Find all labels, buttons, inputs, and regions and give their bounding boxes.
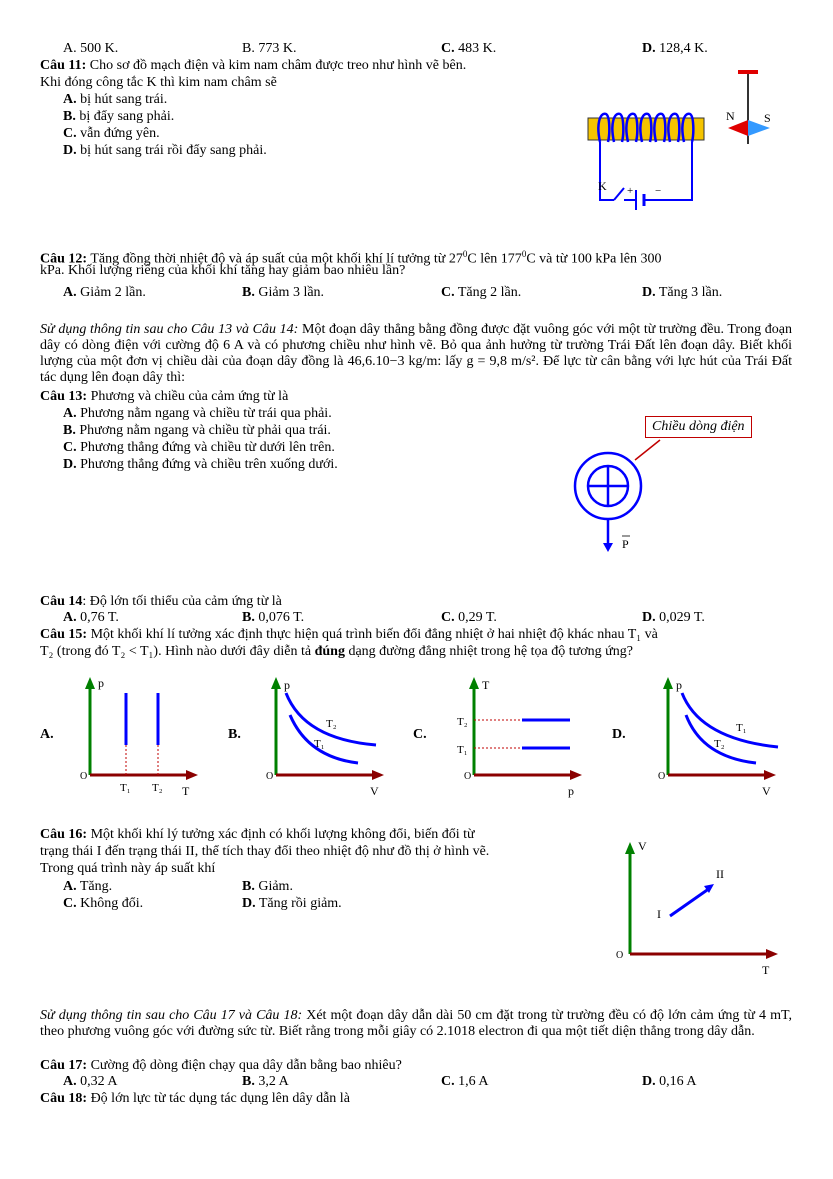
solenoid-core — [588, 118, 704, 140]
q16-option-b: B. Giảm. — [242, 879, 293, 894]
q13-wire-figure — [560, 430, 780, 560]
q15-graph-d — [656, 675, 786, 800]
state-ii-label: II — [716, 867, 724, 881]
q12-option-d: D. Tăng 3 lần. — [642, 285, 723, 300]
state-i-label: I — [657, 907, 661, 921]
q14-stem: Câu 14: Độ lớn tối thiểu của cảm ứng từ là — [40, 594, 282, 609]
switch-label: K — [598, 179, 607, 193]
weight-arrowhead — [603, 543, 613, 552]
upper-curve-label: T₁ — [736, 722, 747, 734]
q14-option-c: C. 0,29 T. — [441, 610, 497, 625]
y-axis-label: p — [98, 676, 104, 690]
q16-option-a: A. Tăng. — [63, 879, 113, 894]
q11-option-c: C. vẫn đứng yên. — [63, 126, 160, 141]
q15-stem-line1: Câu 15: Một khối khí lí tưởng xác định thực hiện quá trình biến đổi đẳng nhiệt ở hai nhiệt độ khác nhau T₁ và — [40, 627, 658, 642]
q15-graph-a-key: A. — [40, 727, 54, 742]
q16-option-c: C. Không đổi. — [63, 896, 144, 911]
battery-plus-label: + — [627, 185, 634, 197]
svg-text:T: T — [482, 678, 490, 692]
battery-minus-label: − — [655, 185, 662, 197]
q15-stem-line2: T₂ (trong đó T₂ < T₁). Hình nào dưới đây diễn tả đúng dạng đường đẳng nhiệt trong hệ tọa độ tương ứng? — [40, 644, 633, 659]
origin-label: O — [616, 950, 624, 961]
svg-text:p: p — [284, 678, 290, 692]
q11-circuit-figure — [580, 64, 790, 224]
upper-curve-label: T₂ — [326, 718, 337, 730]
q11-option-d: D. bị hút sang trái rồi đẩy sang phải. — [63, 143, 267, 158]
q16-option-d: D. Tăng rồi giảm. — [242, 896, 342, 911]
q17-option-a: A. 0,32 A — [63, 1074, 118, 1089]
y-axis-label: V — [638, 839, 647, 853]
q12-option-c: C. Tăng 2 lần. — [441, 285, 522, 300]
q15-graph-b-key: B. — [228, 727, 241, 742]
context-q17-q18: Sử dụng thông tin sau cho Câu 17 và Câu 18: Xét một đoạn dây dẫn dài 50 cm đặt trong từ trường đều có độ lớn cảm ứng từ 4 mT, theo phương vuông góc với đường sức từ. Biết rằng trong mỗi giây có 2.1018 electron đi qua một tiết diện thẳng trong dây dẫn. — [40, 1008, 792, 1039]
svg-text:O: O — [266, 771, 274, 782]
q10-option-a: A. 500 K. — [63, 41, 119, 56]
t2-tick-label: T₂ — [457, 716, 468, 728]
svg-text:p: p — [676, 678, 682, 692]
stand-top — [738, 70, 758, 74]
q16-stem-line2: trạng thái I đến trạng thái II, thể tích thay đổi theo nhiệt độ như đồ thị ở hình vẽ. — [40, 844, 490, 859]
callout-pointer — [635, 440, 660, 460]
q14-option-b: B. 0,076 T. — [242, 610, 305, 625]
context-q13-q14: Sử dụng thông tin sau cho Câu 13 và Câu 14: Một đoạn dây thẳng bằng đồng được đặt vuông góc với một từ trường đều. Trong đoạn dây có dòng điện với cường độ 6 A và có phương chiều như hình vẽ. Bỏ qua ảnh hưởng từ trường Trái Đất lên đoạn dây. Biết khối lượng của một đơn vị chiều dài của đoạn dây đồng là 46,6.10−3 kg/m: lấy g = 9,8 m/s². Để lực từ cân bằng với lực hút của Trái Đất tác dụng lên đoạn dây thì: — [40, 322, 792, 385]
n-pole-label: N — [726, 109, 735, 123]
q17-option-b: B. 3,2 A — [242, 1074, 289, 1089]
current-direction-callout: Chiều dòng điện — [645, 416, 752, 438]
q13-stem: Câu 13: Phương và chiều của cảm ứng từ là — [40, 389, 289, 404]
q16-stem-line3: Trong quá trình này áp suất khí — [40, 861, 216, 876]
svg-text:p: p — [568, 784, 574, 798]
s-pole-label: S — [764, 111, 771, 125]
q11-stem-line2: Khi đóng công tắc K thì kim nam châm sẽ — [40, 75, 277, 90]
q13-option-c: C. Phương thẳng đứng và chiều từ dưới lên trên. — [63, 440, 335, 455]
svg-text:V: V — [762, 784, 771, 798]
q16-vt-graph — [612, 836, 782, 976]
t2-tick-label: T₂ — [152, 782, 163, 794]
q15-graph-b — [264, 675, 394, 800]
isotherm-upper — [682, 693, 778, 747]
q17-option-d: D. 0,16 A — [642, 1074, 697, 1089]
q15-graph-a — [78, 675, 208, 800]
q12-stem-line2: kPa. Khối lượng riêng của khối khí tăng hay giảm bao nhiêu lần? — [40, 263, 406, 278]
lower-curve-label: T₁ — [314, 738, 325, 750]
q10-option-b: B. 773 K. — [242, 41, 297, 56]
svg-text:O: O — [464, 771, 472, 782]
svg-text:V: V — [370, 784, 379, 798]
q12-option-b: B. Giảm 3 lần. — [242, 285, 325, 300]
q13-option-b: B. Phương nằm ngang và chiều từ phải qua trái. — [63, 423, 331, 438]
q10-option-d: D. 128,4 K. — [642, 41, 708, 56]
q10-option-c: C. 483 K. — [441, 41, 497, 56]
origin-label: O — [80, 771, 88, 782]
process-line — [670, 888, 710, 916]
q11-stem-line1: Câu 11: Cho sơ đồ mạch điện và kim nam châm được treo như hình vẽ bên. — [40, 58, 467, 73]
t1-tick-label: T₁ — [120, 782, 131, 794]
q15-graph-d-key: D. — [612, 727, 626, 742]
weight-label: P — [622, 537, 629, 551]
q14-option-d: D. 0,029 T. — [642, 610, 705, 625]
q11-option-a: A. bị hút sang trái. — [63, 92, 168, 107]
lower-curve-label: T₂ — [714, 738, 725, 750]
q15-graph-c — [452, 675, 592, 800]
t1-tick-label: T₁ — [457, 744, 468, 756]
q17-option-c: C. 1,6 A — [441, 1074, 489, 1089]
q12-stem-line1: Câu 12: Tăng đồng thời nhiệt độ và áp suất của một khối khí lí tưởng từ $27^0C$ lên $177^0C$ và từ 100 kPa lên 300 — [40, 249, 662, 267]
q11-option-b: B. bị đẩy sang phải. — [63, 109, 175, 124]
q17-stem: Câu 17: Cường độ dòng điện chạy qua dây dẫn bằng bao nhiêu? — [40, 1058, 402, 1073]
x-axis-label: T — [182, 784, 190, 798]
q16-stem-line1: Câu 16: Một khối khí lý tưởng xác định có khối lượng không đổi, biến đổi từ — [40, 827, 475, 842]
x-axis-label: T — [762, 963, 770, 977]
q13-option-d: D. Phương thẳng đứng và chiều trên xuống dưới. — [63, 457, 338, 472]
q18-stem: Câu 18: Độ lớn lực từ tác dụng tác dụng lên dây dẫn là — [40, 1091, 350, 1106]
svg-text:O: O — [658, 771, 666, 782]
q15-graph-c-key: C. — [413, 727, 427, 742]
q13-option-a: A. Phương nằm ngang và chiều từ trái qua phải. — [63, 406, 332, 421]
q12-option-a: A. Giảm 2 lần. — [63, 285, 146, 300]
switch-k — [614, 188, 624, 200]
q14-option-a: A. 0,76 T. — [63, 610, 119, 625]
